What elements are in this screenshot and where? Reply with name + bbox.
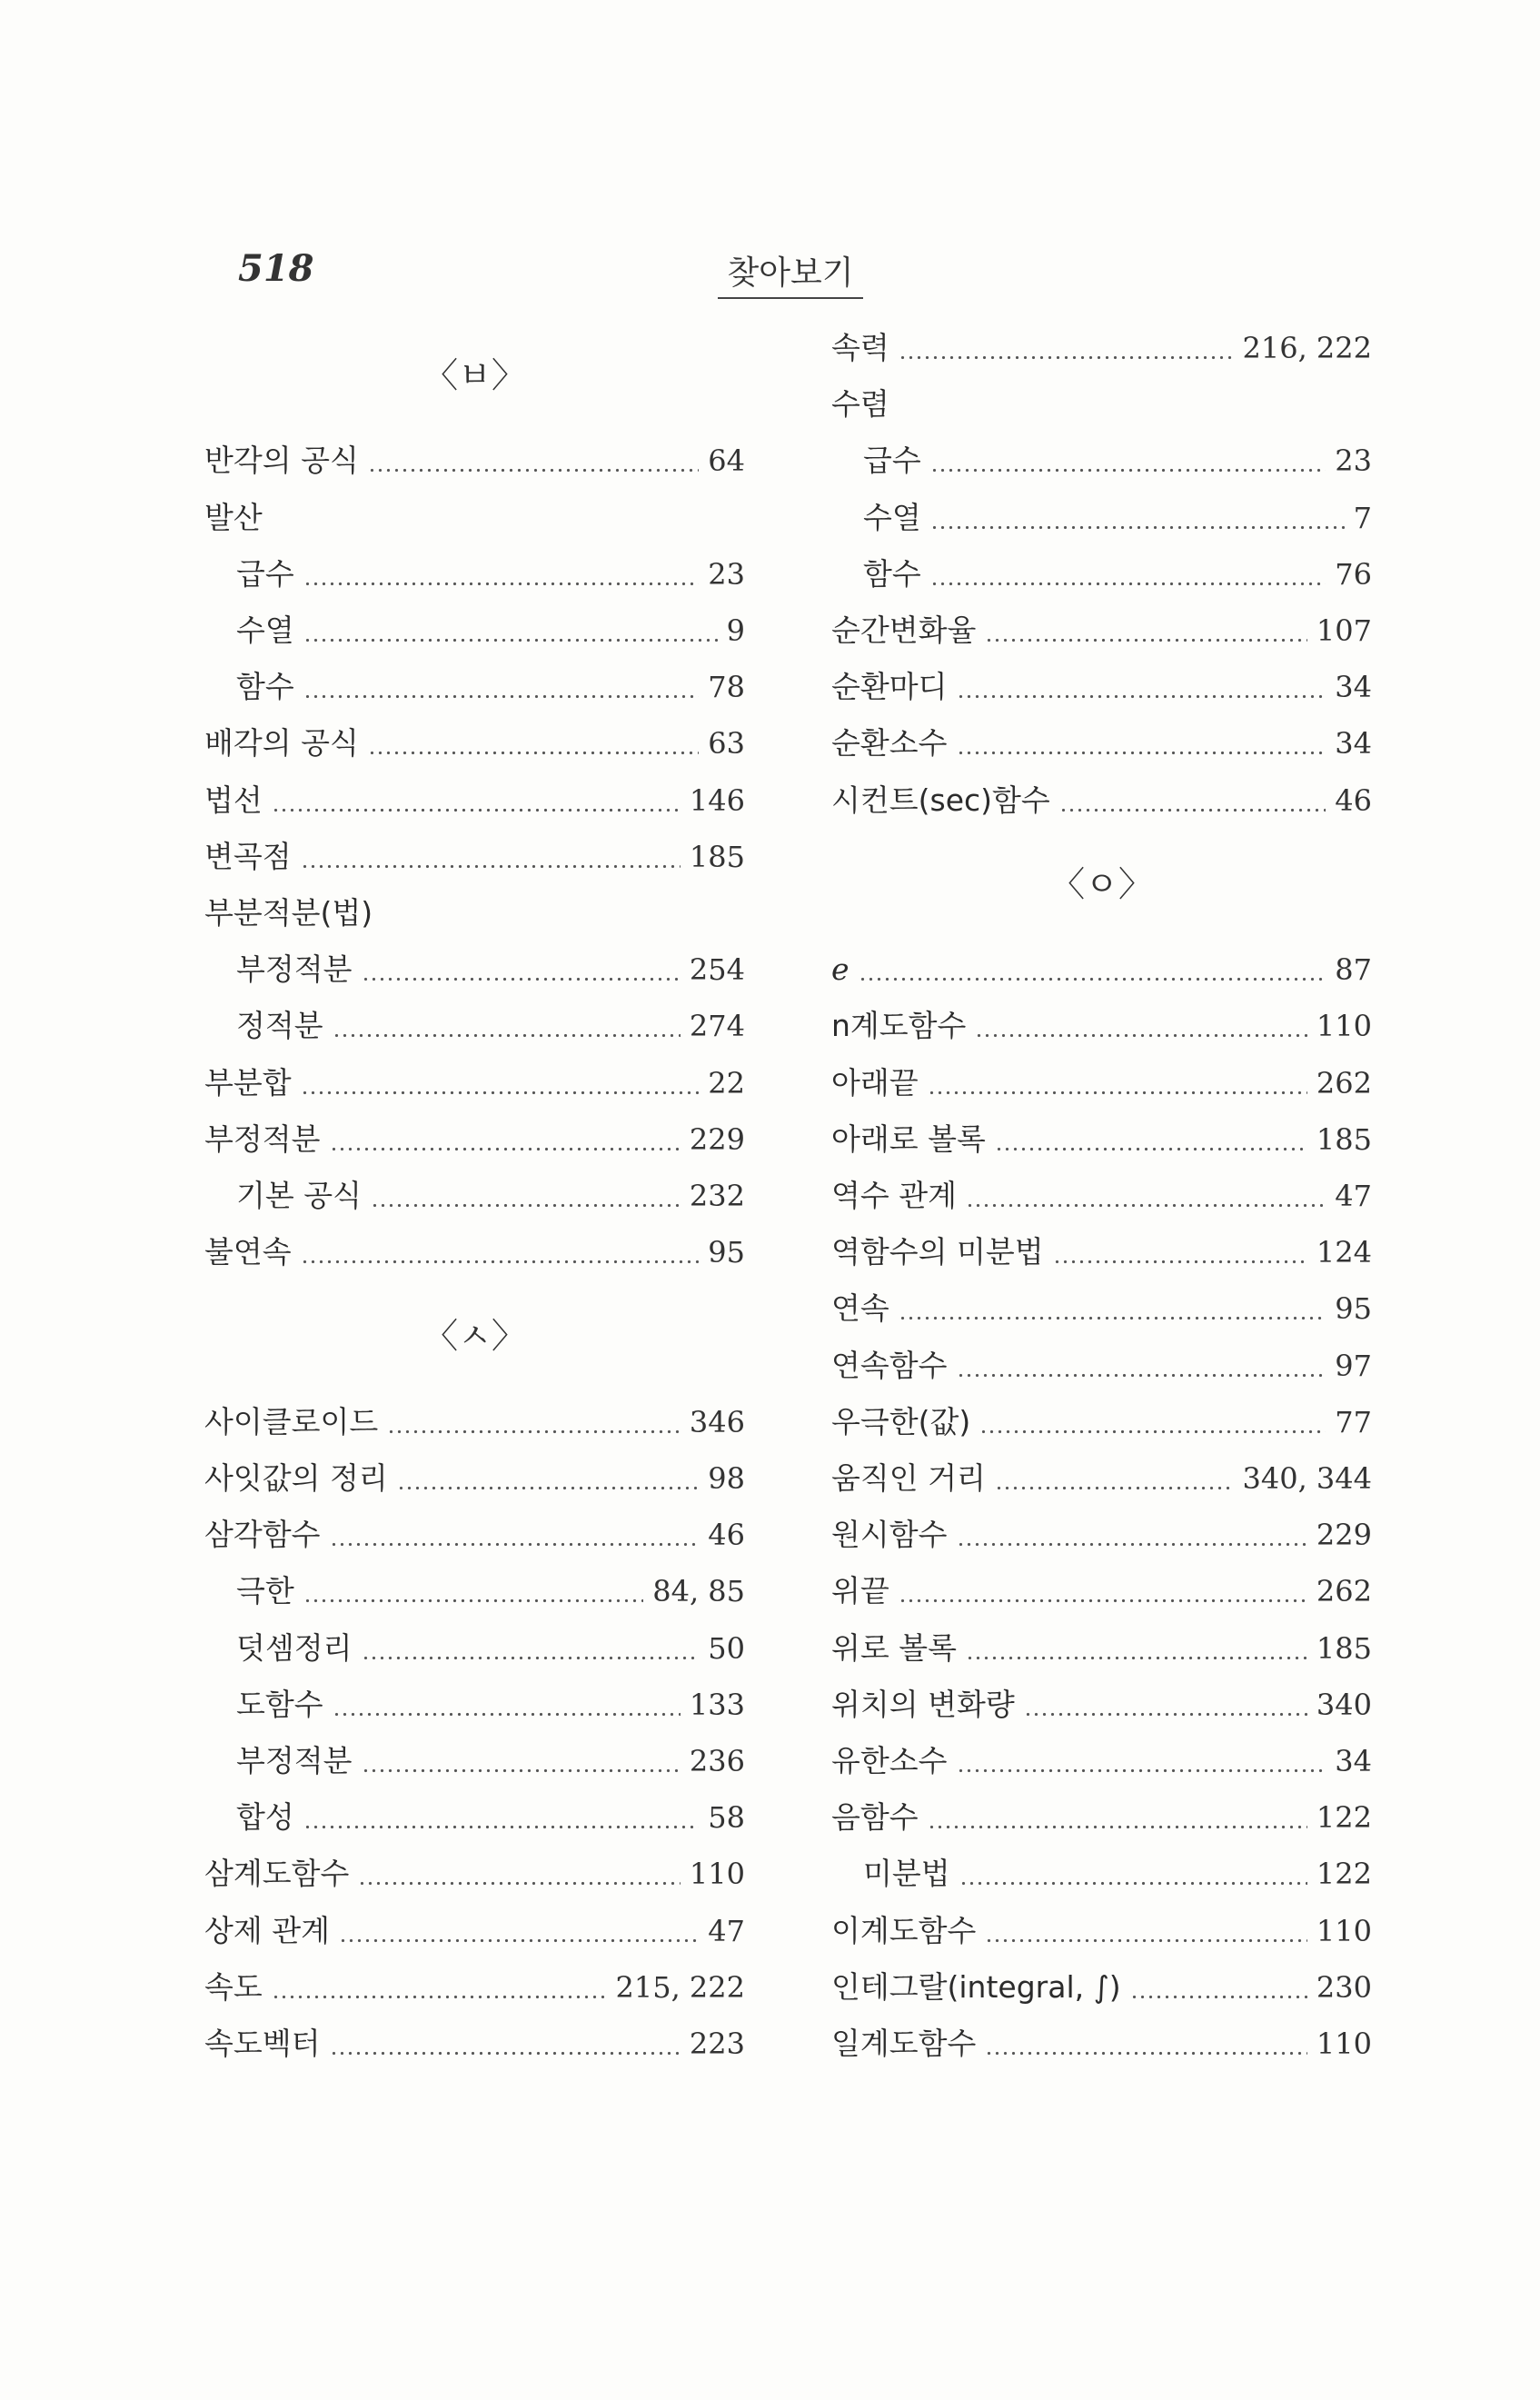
dot-leader (272, 775, 681, 826)
page-reference: 110 (1316, 2027, 1372, 2061)
dot-leader (330, 1114, 681, 1165)
index-term: 도함수 (236, 1686, 323, 1722)
dot-leader (333, 1001, 681, 1051)
index-term: 함수 (236, 669, 294, 705)
dot-leader (303, 1792, 700, 1843)
index-entry (204, 1962, 745, 2013)
index-term: 음함수 (831, 1799, 919, 1836)
index-entry (831, 1906, 1372, 1957)
dot-leader (303, 1566, 643, 1617)
index-entry (831, 944, 1372, 995)
page-reference: 274 (689, 1009, 745, 1044)
page-reference: 185 (1316, 1121, 1372, 1157)
dot-leader (957, 1509, 1307, 1560)
dot-leader (330, 1509, 700, 1560)
index-term: 부분합 (204, 1064, 292, 1100)
dot-leader (1024, 1679, 1307, 1730)
dot-leader (1130, 1962, 1307, 2013)
index-entry (204, 718, 745, 769)
index-subentry (863, 435, 1372, 486)
page-reference: 98 (708, 1461, 745, 1496)
index-term: 순환마디 (831, 669, 948, 705)
index-term: 시컨트(sec)함수 (831, 782, 1050, 818)
page-reference: 346 (689, 1404, 745, 1439)
index-entry (831, 1227, 1372, 1278)
dot-leader (985, 2018, 1307, 2069)
index-subentry (236, 1792, 745, 1843)
page-reference: 50 (708, 1630, 745, 1666)
dot-leader (368, 718, 699, 769)
dot-leader (272, 1962, 607, 2013)
index-entry (831, 605, 1372, 656)
dot-leader (301, 1227, 700, 1278)
page-reference: 110 (1316, 1913, 1372, 1948)
index-term: 덧셈정리 (236, 1629, 353, 1666)
index-term: 속도 (204, 1968, 263, 2005)
dot-leader (303, 605, 718, 656)
dot-leader (1059, 775, 1326, 826)
index-term: 역수 관계 (831, 1178, 958, 1213)
page-reference: 22 (708, 1065, 745, 1100)
dot-leader (859, 944, 1326, 995)
index-term: 움직인 거리 (831, 1460, 986, 1496)
index-term: 발산 (204, 499, 263, 535)
page-reference: 236 (689, 1744, 745, 1778)
page-reference: 232 (689, 1179, 745, 1213)
index-entry (831, 1679, 1372, 1730)
index-term: 부분적분(법) (204, 895, 373, 931)
dot-leader (928, 1792, 1307, 1843)
index-entry (204, 775, 745, 826)
page-reference: 340, 344 (1242, 1461, 1372, 1496)
page-reference: 146 (689, 782, 745, 818)
index-term: 원시함수 (831, 1517, 948, 1553)
index-term: 속도벡터 (204, 2026, 321, 2061)
index-term: 위끝 (831, 1573, 889, 1609)
page-reference: 340 (1316, 1687, 1372, 1722)
index-entry (204, 1227, 745, 1278)
index-term: 속력 (831, 330, 889, 365)
index-entry (204, 1397, 745, 1448)
index-entry (204, 1848, 745, 1899)
index-term: 기본 공식 (236, 1178, 363, 1213)
page-reference: 9 (726, 613, 745, 648)
dot-leader (966, 1623, 1307, 1674)
page-reference: 95 (708, 1235, 745, 1270)
index-entry (831, 1453, 1372, 1504)
index-subentry (863, 1848, 1372, 1899)
index-term: 삼계도함수 (204, 1856, 350, 1892)
page-reference: 77 (1335, 1404, 1372, 1439)
page-reference: 97 (1335, 1348, 1372, 1383)
page-reference: 23 (708, 556, 745, 592)
dot-leader (303, 549, 700, 600)
index-entry (204, 1453, 745, 1504)
index-subentry (236, 1001, 745, 1051)
index-term: 삼각함수 (204, 1517, 321, 1553)
index-term: 법선 (204, 782, 263, 818)
dot-leader (330, 2018, 681, 2069)
section-header: 〈ㅂ〉 (423, 354, 526, 395)
dot-leader (930, 549, 1326, 600)
index-entry (204, 2018, 745, 2069)
index-term: 순환소수 (831, 725, 948, 762)
dot-leader (957, 718, 1326, 769)
index-entry (831, 1736, 1372, 1787)
index-subentry (236, 549, 745, 600)
index-entry (204, 1058, 745, 1109)
index-entry (831, 1001, 1372, 1051)
page-reference: 63 (708, 726, 745, 762)
page-reference: 216, 222 (1242, 331, 1372, 365)
index-entry (204, 1509, 745, 1560)
page-reference: 262 (1316, 1065, 1372, 1100)
index-term: 연속 (831, 1290, 889, 1327)
index-term: e (831, 951, 849, 988)
index-term: 부정적분 (236, 951, 353, 988)
page-reference: 7 (1353, 500, 1372, 535)
page-reference: 47 (1335, 1179, 1372, 1213)
index-entry (831, 775, 1372, 826)
page-reference: 254 (689, 952, 745, 988)
index-entry (204, 1906, 745, 1957)
page-reference: 64 (708, 443, 745, 479)
index-term: 우극한(값) (831, 1403, 971, 1439)
dot-leader (371, 1170, 681, 1221)
index-entry (204, 435, 745, 486)
index-term: 합성 (236, 1799, 294, 1836)
index-term: 미분법 (863, 1856, 950, 1892)
dot-leader (368, 435, 699, 486)
index-term: 정적분 (236, 1008, 323, 1044)
index-entry (204, 493, 745, 543)
index-term: 위치의 변화량 (831, 1686, 1015, 1722)
index-entry (831, 1340, 1372, 1391)
index-subentry (236, 1566, 745, 1617)
page-reference: 46 (708, 1518, 745, 1553)
index-subentry (863, 493, 1372, 543)
page-reference: 84, 85 (652, 1574, 745, 1609)
page-reference: 122 (1316, 1800, 1372, 1836)
dot-leader (985, 1906, 1307, 1957)
dot-leader (995, 1453, 1234, 1504)
dot-leader (928, 1058, 1307, 1109)
dot-leader (303, 662, 700, 712)
index-subentry (863, 549, 1372, 600)
index-term: 부정적분 (236, 1743, 353, 1778)
index-term: 아래로 볼록 (831, 1120, 986, 1157)
page-reference: 76 (1335, 556, 1372, 592)
index-term: 순간변화율 (831, 612, 977, 648)
index-term: 수열 (236, 612, 294, 648)
page-reference: 215, 222 (615, 1969, 745, 2005)
dot-leader (397, 1453, 700, 1504)
page-number: 518 (238, 247, 314, 290)
index-entry (831, 2018, 1372, 2069)
page-reference: 230 (1316, 1969, 1372, 2005)
index-term: 배각의 공식 (204, 725, 359, 762)
index-entry (831, 323, 1372, 373)
dot-leader (957, 662, 1326, 712)
dot-leader (979, 1397, 1326, 1448)
page-reference: 133 (689, 1687, 745, 1722)
page-reference: 47 (708, 1913, 745, 1948)
dot-leader (387, 1397, 681, 1448)
dot-leader (1053, 1227, 1307, 1278)
page-reference: 229 (1316, 1518, 1372, 1553)
page-reference: 185 (689, 839, 745, 874)
dot-leader (333, 1679, 681, 1730)
dot-leader (301, 832, 681, 882)
index-entry (831, 718, 1372, 769)
index-entry (204, 1114, 745, 1165)
index-entry (831, 662, 1372, 712)
index-term: 아래끝 (831, 1064, 919, 1100)
index-term: 변곡점 (204, 838, 292, 874)
page-reference: 58 (708, 1800, 745, 1836)
dot-leader (966, 1170, 1326, 1221)
dot-leader (362, 1736, 681, 1787)
index-term: n계도함수 (831, 1008, 967, 1044)
index-entry (831, 1283, 1372, 1334)
page-reference: 223 (689, 2027, 745, 2061)
index-term: 사잇값의 정리 (204, 1460, 388, 1496)
page-reference: 110 (1316, 1009, 1372, 1044)
page-reference: 262 (1316, 1574, 1372, 1609)
dot-leader (899, 1283, 1326, 1334)
dot-leader (339, 1906, 699, 1957)
page-reference: 23 (1335, 443, 1372, 479)
index-entry (831, 1170, 1372, 1221)
index-term: 상제 관계 (204, 1912, 331, 1948)
dot-leader (362, 944, 681, 995)
index-subentry (236, 944, 745, 995)
index-entry (831, 1509, 1372, 1560)
dot-leader (995, 1114, 1307, 1165)
page-reference: 46 (1335, 782, 1372, 818)
index-entry (204, 888, 745, 939)
index-entry (831, 1962, 1372, 2013)
page-reference: 78 (708, 670, 745, 705)
page-reference: 34 (1335, 1744, 1372, 1778)
dot-leader (358, 1848, 681, 1899)
index-term: 불연속 (204, 1234, 292, 1270)
dot-leader (899, 1566, 1307, 1617)
index-entry (831, 1566, 1372, 1617)
index-term: 반각의 공식 (204, 443, 359, 479)
index-term: 유한소수 (831, 1743, 948, 1778)
dot-leader (975, 1001, 1307, 1051)
dot-leader (957, 1736, 1326, 1787)
dot-leader (301, 1058, 700, 1109)
page-reference: 110 (689, 1857, 745, 1892)
index-entry (831, 1397, 1372, 1448)
page-reference: 229 (689, 1121, 745, 1157)
page-reference: 122 (1316, 1857, 1372, 1892)
index-term: 일계도함수 (831, 2026, 977, 2061)
index-subentry (236, 1679, 745, 1730)
dot-leader (930, 493, 1345, 543)
page-reference: 95 (1335, 1291, 1372, 1327)
page-reference: 107 (1316, 613, 1372, 648)
index-term: 부정적분 (204, 1120, 321, 1157)
index-term: 인테그랄(integral, ∫) (831, 1968, 1121, 2005)
index-term: 위로 볼록 (831, 1629, 958, 1666)
dot-leader (985, 605, 1307, 656)
index-entry (831, 379, 1372, 430)
index-entry (204, 832, 745, 882)
page-reference: 34 (1335, 726, 1372, 762)
index-term: 연속함수 (831, 1347, 948, 1383)
section-header: 〈ㅇ〉 (1050, 863, 1153, 904)
index-subentry (236, 605, 745, 656)
index-entry (831, 1623, 1372, 1674)
dot-leader (899, 323, 1234, 373)
section-header: 〈ㅅ〉 (423, 1316, 526, 1357)
index-subentry (236, 662, 745, 712)
dot-leader (959, 1848, 1307, 1899)
dot-leader (930, 435, 1326, 486)
index-term: 극한 (236, 1573, 294, 1609)
page-reference: 34 (1335, 670, 1372, 705)
index-subentry (236, 1170, 745, 1221)
running-title: 찾아보기 (718, 247, 863, 299)
index-term: 사이클로이드 (204, 1403, 379, 1439)
index-subentry (236, 1736, 745, 1787)
page-reference: 87 (1335, 952, 1372, 988)
dot-leader (362, 1623, 700, 1674)
index-term: 수열 (863, 499, 921, 535)
index-term: 이계도함수 (831, 1912, 977, 1948)
index-term: 수렴 (831, 386, 889, 423)
index-entry (831, 1792, 1372, 1843)
dot-leader (957, 1340, 1326, 1391)
index-term: 급수 (236, 555, 294, 592)
index-entry (831, 1058, 1372, 1109)
index-term: 급수 (863, 443, 921, 479)
index-term: 함수 (863, 555, 921, 592)
index-term: 역함수의 미분법 (831, 1234, 1044, 1270)
index-entry (831, 1114, 1372, 1165)
index-subentry (236, 1623, 745, 1674)
page-reference: 185 (1316, 1630, 1372, 1666)
page-reference: 124 (1316, 1235, 1372, 1270)
